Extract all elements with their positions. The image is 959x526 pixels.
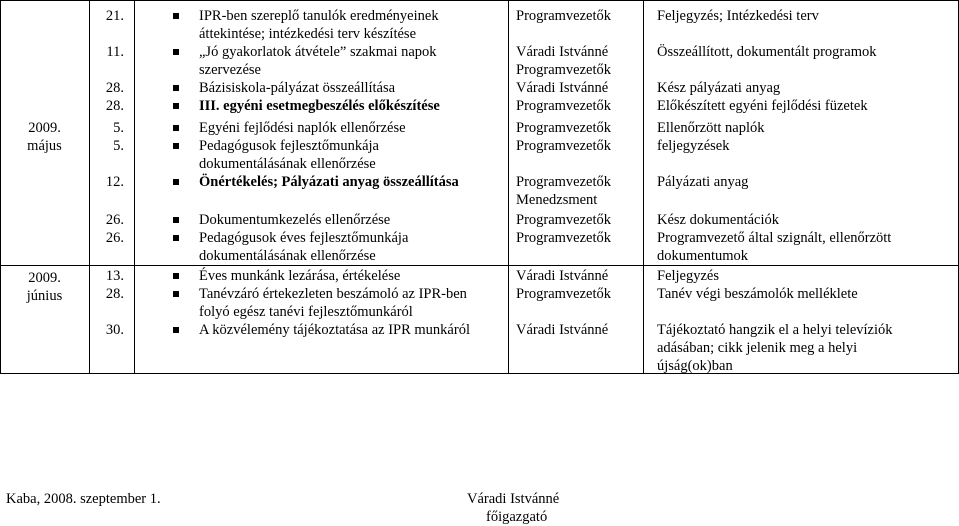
row-responsible: Programvezetők xyxy=(516,98,612,114)
row-responsible: Menedzsment xyxy=(516,192,598,208)
row-task: Tanévzáró értekezleten beszámoló az IPR-ben xyxy=(199,286,467,302)
row-task: III. egyéni esetmegbeszélés előkészítése xyxy=(199,98,440,114)
row-responsible: Programvezetők xyxy=(516,174,612,190)
bullet-icon xyxy=(173,327,179,333)
row-day: 30. xyxy=(105,322,124,338)
bullet-icon xyxy=(173,273,179,279)
row-result: Összeállított, dokumentált programok xyxy=(657,44,877,60)
row-day: 11. xyxy=(106,44,124,60)
row-result: Előkészített egyéni fejlődési füzetek xyxy=(657,98,868,114)
row-responsible: Váradi Istvánné xyxy=(516,268,609,284)
bullet-icon xyxy=(173,49,179,55)
row-day: 28. xyxy=(105,98,124,114)
row-result: Programvezető által szignált, ellenőrzött xyxy=(657,230,892,246)
row-day: 26. xyxy=(105,212,124,228)
table-border-left xyxy=(0,1,1,373)
row-result: Feljegyzés xyxy=(657,268,720,284)
month-year: 2009. xyxy=(28,270,61,286)
month-label-may xyxy=(0,119,89,155)
column-divider-responsible xyxy=(643,1,644,373)
row-day: 12. xyxy=(105,174,124,190)
month-year: 2009. xyxy=(28,120,61,136)
row-task: Dokumentumkezelés ellenőrzése xyxy=(199,212,391,228)
row-task: szervezése xyxy=(199,62,261,78)
bullet-icon xyxy=(173,179,179,185)
bullet-icon xyxy=(173,235,179,241)
row-result: adásában; cikk jelenik meg a helyi xyxy=(657,340,858,356)
row-result: Feljegyzés; Intézkedési terv xyxy=(657,8,819,24)
row-task: Egyéni fejlődési naplók ellenőrzése xyxy=(199,120,406,136)
row-task: „Jó gyakorlatok átvétele” szakmai napok xyxy=(199,44,437,60)
column-divider-task xyxy=(508,1,509,373)
row-result: Ellenőrzött naplók xyxy=(657,120,765,136)
month-name: június xyxy=(26,288,63,304)
row-result: feljegyzések xyxy=(657,138,730,154)
row-responsible: Programvezetők xyxy=(516,8,612,24)
month-name: május xyxy=(27,138,62,154)
month-label-june xyxy=(0,269,89,305)
place-date: Kaba, 2008. szeptember 1. xyxy=(6,491,161,507)
row-responsible: Váradi Istvánné xyxy=(516,80,609,96)
row-result: Tájékoztató hangzik el a helyi televíziók xyxy=(657,322,893,338)
row-result: dokumentumok xyxy=(657,248,749,264)
row-task: Pedagógusok fejlesztőmunkája xyxy=(199,138,379,154)
column-divider-day xyxy=(134,1,135,373)
row-responsible: Programvezetők xyxy=(516,120,612,136)
bullet-icon xyxy=(173,217,179,223)
column-divider-month xyxy=(89,1,90,373)
row-task: Éves munkánk lezárása, értékelése xyxy=(199,268,401,284)
row-responsible: Programvezetők xyxy=(516,212,612,228)
row-responsible: Váradi Istvánné xyxy=(516,322,609,338)
signer-name: Váradi Istvánné xyxy=(467,491,560,507)
bullet-icon xyxy=(173,291,179,297)
row-result: Pályázati anyag xyxy=(657,174,749,190)
row-day: 13. xyxy=(105,268,124,284)
row-result: Kész dokumentációk xyxy=(657,212,780,228)
row-task: folyó egész tanévi fejlesztőmunkáról xyxy=(199,304,413,320)
row-task: A közvélemény tájékoztatása az IPR munkáról xyxy=(199,322,470,338)
row-day: 5. xyxy=(113,120,124,136)
row-task: Önértékelés; Pályázati anyag összeállítása xyxy=(199,174,459,190)
signer-title: főigazgató xyxy=(486,509,548,525)
row-task: Bázisiskola-pályázat összeállítása xyxy=(199,80,396,96)
row-task: dokumentálásának ellenőrzése xyxy=(199,156,376,172)
row-day: 28. xyxy=(105,80,124,96)
bullet-icon xyxy=(173,125,179,131)
row-responsible: Programvezetők xyxy=(516,230,612,246)
row-day: 21. xyxy=(105,8,124,24)
bullet-icon xyxy=(173,13,179,19)
row-day: 26. xyxy=(105,230,124,246)
row-day: 5. xyxy=(113,138,124,154)
bullet-icon xyxy=(173,103,179,109)
row-responsible: Váradi Istvánné xyxy=(516,44,609,60)
row-result: Tanév végi beszámolók melléklete xyxy=(657,286,858,302)
row-result: újság(ok)ban xyxy=(657,358,733,374)
row-task: IPR-ben szereplő tanulók eredményeinek xyxy=(199,8,439,24)
row-responsible: Programvezetők xyxy=(516,286,612,302)
row-responsible: Programvezetők xyxy=(516,138,612,154)
bullet-icon xyxy=(173,143,179,149)
row-day: 28. xyxy=(105,286,124,302)
bullet-icon xyxy=(173,85,179,91)
row-result: Kész pályázati anyag xyxy=(657,80,781,96)
row-responsible: Programvezetők xyxy=(516,62,612,78)
row-task: dokumentálásának ellenőrzése xyxy=(199,248,376,264)
row-task: Pedagógusok éves fejlesztőmunkája xyxy=(199,230,409,246)
row-task: áttekintése; intézkedési terv készítése xyxy=(199,26,417,42)
month-separator-line xyxy=(0,265,959,266)
